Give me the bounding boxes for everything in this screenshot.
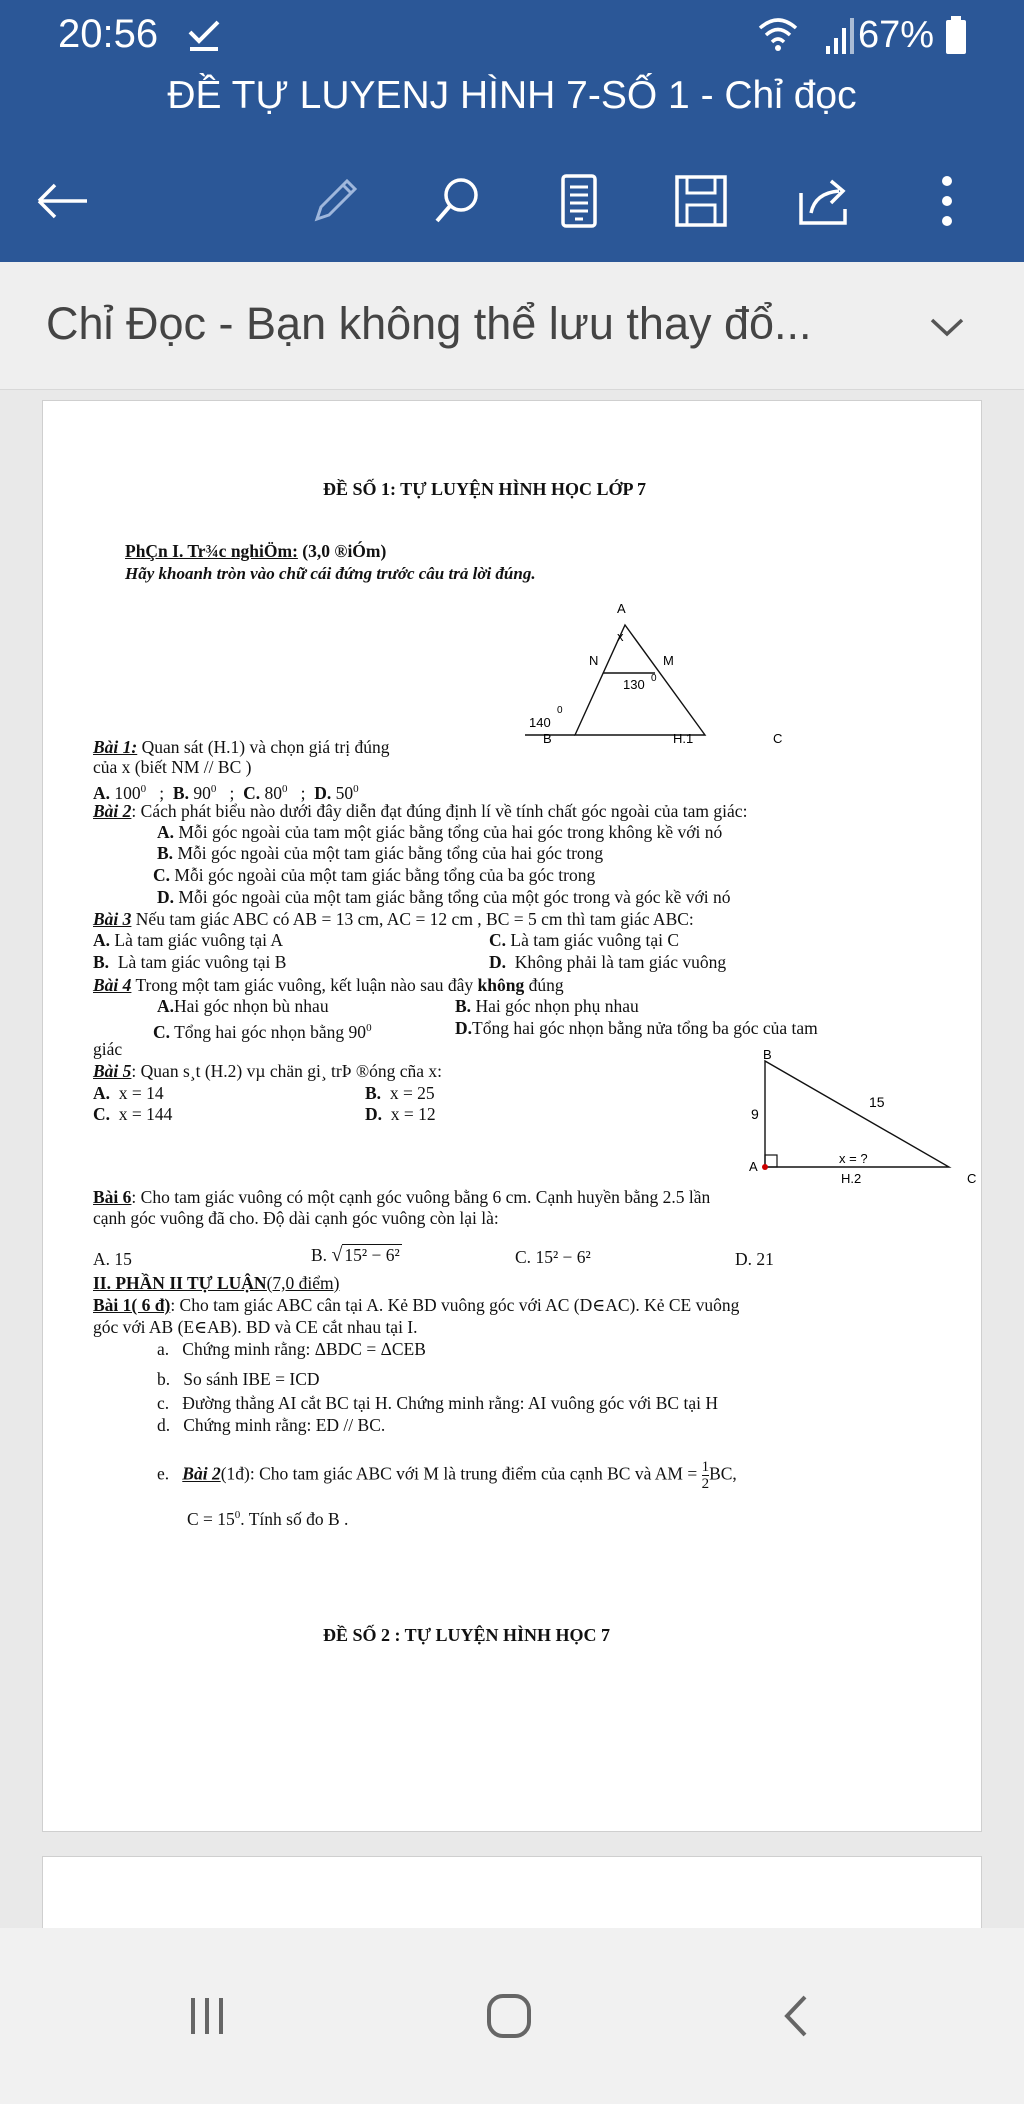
share-button[interactable] — [788, 166, 858, 236]
q6-option-b: B. √ 15² − 6² — [311, 1244, 400, 1266]
q2-option-b: B. Mỗi góc ngoài của một tam giác bằng tổng của hai góc trong — [157, 843, 604, 863]
more-options-button[interactable] — [912, 166, 982, 236]
q6-option-c: C. 15² − 6² — [515, 1247, 591, 1267]
q4-option-c: C. Tổng hai góc nhọn bằng $90^0$ — [153, 1021, 372, 1042]
q1-label: Bài 1: — [93, 737, 138, 757]
fig1-angle-b: 140 — [529, 715, 551, 730]
heading-de-so-1: ĐỀ SỐ 1: TỰ LUYỆN HÌNH HỌC LỚP 7 — [323, 479, 647, 499]
q6-line2: cạnh góc vuông đã cho. Độ dài cạnh góc vuông còn lại là: — [93, 1208, 499, 1228]
q3-line1 — [93, 909, 694, 930]
battery-icon — [944, 16, 968, 56]
q1-option-d: 50 — [335, 782, 354, 803]
arrow-left-icon — [35, 181, 91, 221]
fig1-label-x: x — [617, 629, 624, 644]
part1-header — [125, 541, 386, 562]
q3-option-b: B. Là tam giác vuông tại B — [93, 952, 287, 972]
fig1-angle-m: 130 — [623, 677, 645, 692]
fig1-angle-b-deg: 0 — [557, 705, 563, 716]
q4-option-b: B. Hai góc nhọn phụ nhau — [455, 996, 639, 1016]
q1-line1 — [93, 737, 389, 758]
share-icon — [795, 173, 851, 229]
fig1-label-a: A — [617, 601, 626, 616]
fig2-point-a — [762, 1164, 768, 1170]
edit-button[interactable] — [300, 166, 370, 236]
system-nav-bar — [0, 1928, 1024, 2104]
ex1-item-a: a. Chứng minh rằng: ΔBDC = ΔCEB — [157, 1339, 426, 1359]
q3-option-c: C. Là tam giác vuông tại C — [489, 930, 680, 950]
wifi-icon — [756, 14, 800, 54]
part1-label: PhÇn I. Tr¾c nghiÖm: — [125, 541, 298, 561]
fig2-side-bc: 15 — [869, 1094, 885, 1110]
q4-text: Trong một tam giác vuông, kết luận nào sau đây — [135, 975, 474, 995]
figure-h1 — [505, 595, 805, 745]
figure-h2 — [729, 1049, 979, 1197]
q6-option-a: A. 15 — [93, 1249, 132, 1269]
q4-wrap: giác — [93, 1039, 123, 1059]
document-page — [42, 400, 982, 1832]
q1-option-c: 80 — [264, 782, 282, 803]
heading-de-so-2: ĐỀ SỐ 2 : TỰ LUYỆN HÌNH HỌC 7 — [323, 1625, 611, 1645]
ex1-item-b: b. So sánh IBE = ICD — [157, 1369, 320, 1389]
save-button[interactable] — [666, 166, 736, 236]
ex1-line2: góc với AB (E∈AB). BD và CE cắt nhau tại I. — [93, 1317, 418, 1337]
fig1-caption: H.1 — [673, 731, 694, 745]
reading-view-button[interactable] — [544, 166, 614, 236]
part2-header: II. PHẦN II TỰ LUẬN(7,0 điểm) — [93, 1273, 340, 1293]
search-button[interactable] — [422, 166, 492, 236]
read-only-banner[interactable] — [0, 262, 1024, 390]
home-icon — [484, 1991, 534, 2041]
ex1-text: : Cho tam giác ABC cân tại A. Kẻ BD vuông góc với AC (D∈AC). Kẻ CE vuông — [170, 1295, 740, 1315]
pencil-icon — [307, 173, 363, 229]
app-bar — [0, 0, 1024, 262]
document-view-icon — [557, 173, 601, 229]
q5-label: Bài 5 — [93, 1061, 132, 1081]
q4-option-a: A.Hai góc nhọn bù nhau — [157, 996, 329, 1016]
recent-apps-button[interactable] — [172, 1986, 242, 2046]
fig1-label-b: B — [543, 731, 552, 745]
q3-option-a: A. Là tam giác vuông tại A — [93, 930, 284, 950]
q3-label: Bài 3 — [93, 909, 132, 929]
fig2-label-a: A — [749, 1159, 758, 1174]
download-done-icon — [186, 18, 222, 54]
ex2-line1: e. Bài 2(1đ): Cho tam giác ABC với M là trung điểm của cạnh BC và AM = $\frac{1}{2}$ BC, — [157, 1459, 737, 1492]
fig1-label-n: N — [589, 653, 599, 668]
back-nav-button[interactable] — [762, 1986, 832, 2046]
back-button[interactable] — [28, 166, 98, 236]
document-title: ĐỀ TỰ LUYENJ HÌNH 7-SỐ 1 - Chỉ đọc — [167, 74, 857, 117]
status-time: 20:56 — [58, 12, 159, 56]
q5-line1 — [93, 1061, 442, 1082]
q6-text: : Cho tam giác vuông có một cạnh góc vuông bằng 6 cm. Cạnh huyền bằng 2.5 lần — [131, 1187, 711, 1207]
fig1-label-c: C — [773, 731, 783, 745]
signal-icon — [826, 16, 856, 56]
q2-line1 — [93, 801, 747, 822]
toolbar — [0, 160, 1024, 240]
q6-label: Bài 6 — [93, 1187, 132, 1207]
fig2-label-b: B — [763, 1049, 772, 1062]
q6-line1 — [93, 1187, 710, 1208]
chevron-left-icon — [777, 1991, 817, 2041]
ex2-fraction: $\frac{1}{2}$ — [701, 1459, 710, 1492]
fig2-label-c: C — [967, 1171, 977, 1186]
q5-option-d: D. x = 12 — [365, 1104, 436, 1124]
q5-option-a: A. x = 14 — [93, 1083, 164, 1103]
q2-option-a: A. Mỗi góc ngoài của tam một giác bằng tổng của hai góc trong không kề với nó — [157, 822, 723, 842]
fig2-side-ab: 9 — [751, 1106, 759, 1122]
ex1-item-d: d. Chứng minh rằng: ED // BC. — [157, 1415, 386, 1435]
q5-option-b: B. x = 25 — [365, 1083, 435, 1103]
q2-label: Bài 2 — [93, 801, 132, 821]
ex2-line2: $C = 15^0$. Tính số đo B . — [187, 1508, 349, 1529]
save-icon — [673, 173, 729, 229]
fig2-x-label: x = ? — [839, 1151, 868, 1166]
q4-label: Bài 4 — [93, 975, 132, 995]
q1-option-b: 90 — [193, 782, 211, 803]
home-button[interactable] — [474, 1986, 544, 2046]
search-icon — [429, 173, 485, 229]
fig1-label-m: M — [663, 653, 674, 668]
ex2-text: (1đ): Cho tam giác ABC với M là trung điểm của cạnh BC và AM = — [220, 1463, 698, 1484]
q2-option-d: D. Mỗi góc ngoài của một tam giác bằng tổng của một góc trong và góc kề với nó — [157, 887, 731, 907]
q5-text: : Quan s¸t (H.2) vµ chän gi¸ trÞ ®óng cña x: — [131, 1061, 443, 1081]
chevron-down-icon[interactable] — [922, 302, 972, 352]
ex2-label: Bài 2 — [182, 1463, 221, 1484]
ex1-item-c: c. Đường thẳng AI cắt BC tại H. Chứng minh rằng: AI vuông góc với BC tại H — [157, 1393, 718, 1413]
status-bar — [0, 0, 1024, 70]
battery-percent: 67% — [858, 14, 935, 56]
fig2-caption: H.2 — [841, 1171, 862, 1186]
ex1-line1 — [93, 1295, 739, 1316]
q1-line2: của x (biết NM // BC ) — [93, 757, 252, 777]
q3-text: Nếu tam giác ABC có AB = 13 cm, AC = 12 cm , BC = 5 cm thì tam giác ABC: — [135, 909, 694, 929]
read-only-text: Chỉ Đọc - Bạn không thể lưu thay đổ... — [46, 298, 812, 349]
fig1-angle-m-deg: 0 — [651, 673, 657, 684]
more-vertical-icon — [937, 173, 957, 229]
q2-text: : Cách phát biểu nào dưới đây diễn đạt đúng định lí về tính chất góc ngoài của tam giác: — [131, 801, 748, 821]
q4-option-d: D.Tổng hai góc nhọn bằng nửa tổng ba góc của tam — [455, 1018, 818, 1038]
part1-score: (3,0 ®iÓm) — [302, 541, 387, 561]
q1-text: Quan sát (H.1) và chọn giá trị đúng — [141, 737, 390, 757]
q2-option-c: C. Mỗi góc ngoài của một tam giác bằng tổng của ba góc trong — [153, 865, 596, 885]
q1-option-a: 100 — [114, 782, 141, 803]
ex1-label: Bài 1( 6 đ) — [93, 1295, 171, 1315]
q1-options: A. $100^0$ ; B. $90^0$ ; C. $80^0$ ; D. $50^0$ — [93, 782, 359, 803]
recent-apps-icon — [185, 1994, 229, 2038]
q4-line1: Bài 4 Trong một tam giác vuông, kết luận nào sau đây không đúng — [93, 975, 564, 995]
q5-option-c: C. x = 144 — [93, 1104, 173, 1124]
q3-option-d: D. Không phải là tam giác vuông — [489, 952, 727, 972]
q6-option-d: D. 21 — [735, 1249, 774, 1269]
part1-instruction: Hãy khoanh tròn vào chữ cái đứng trước câu trả lời đúng. — [125, 564, 536, 583]
